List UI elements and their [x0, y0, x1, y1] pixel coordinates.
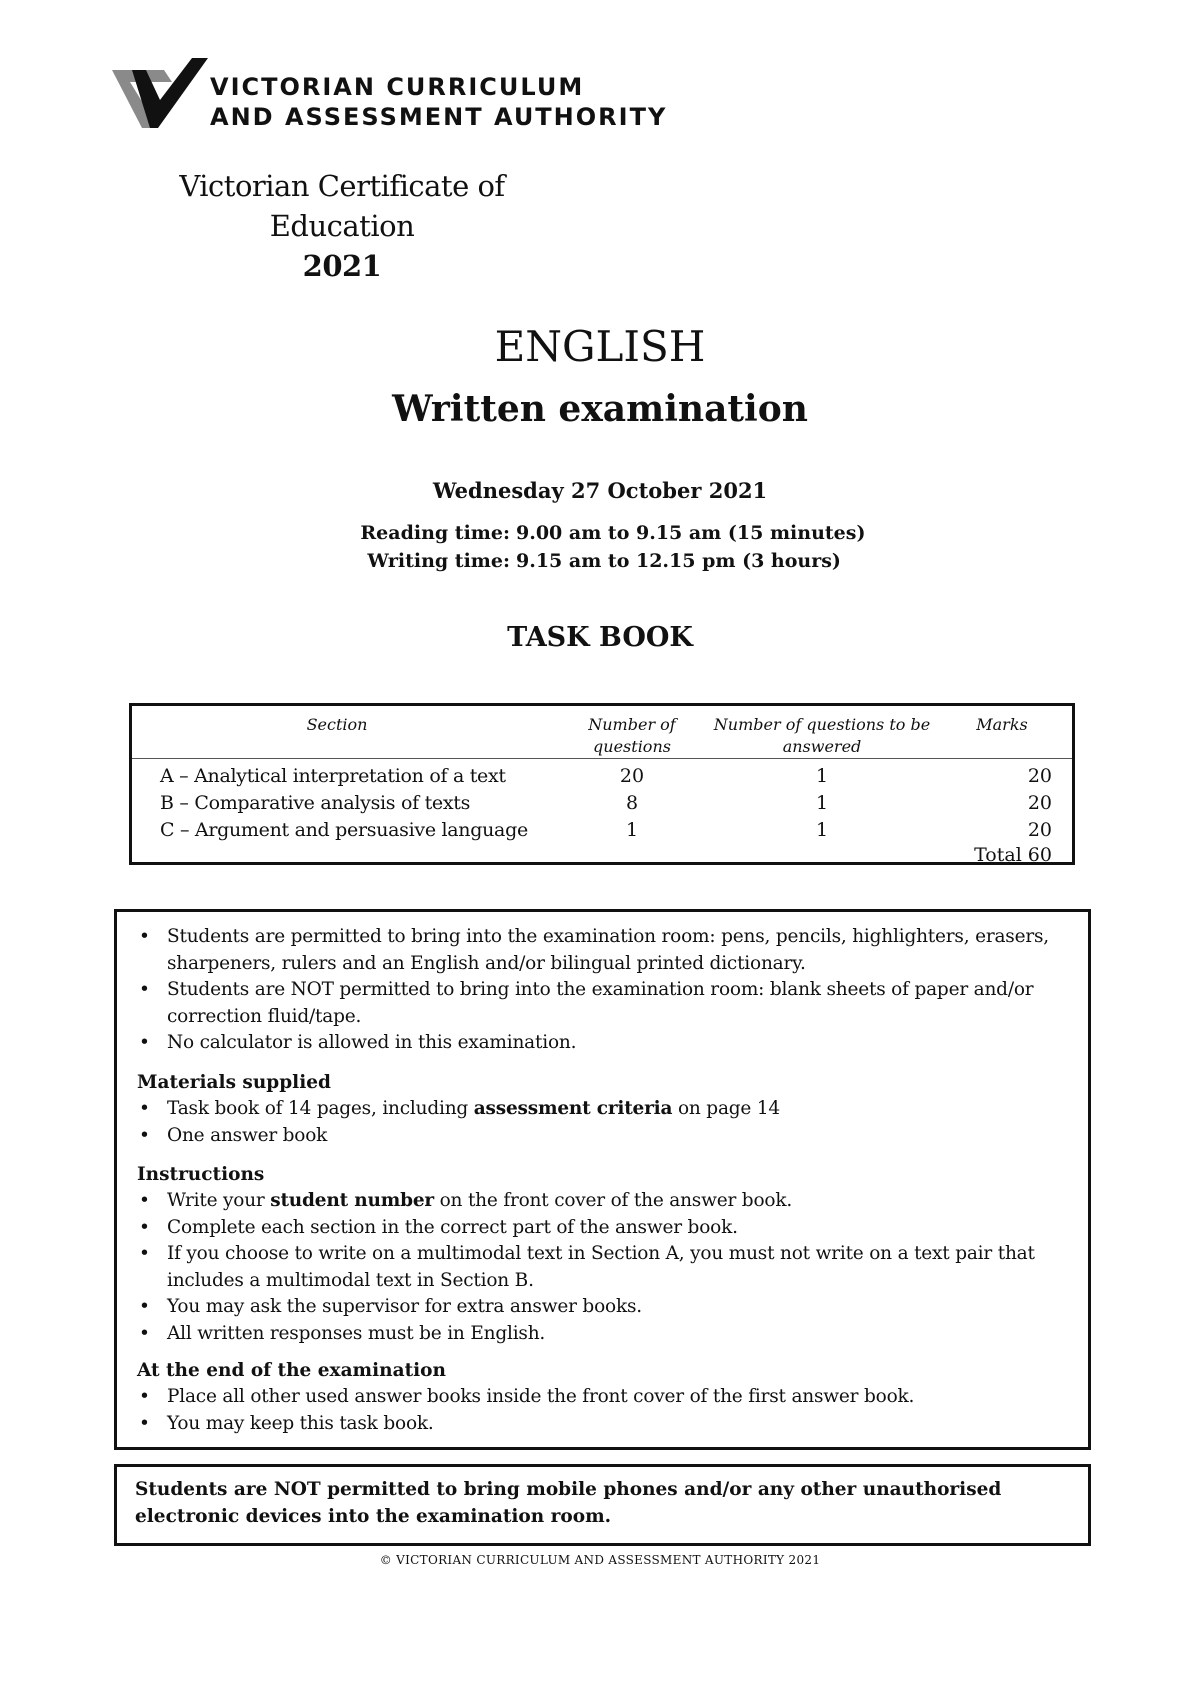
bullet-icon: • — [139, 1322, 150, 1344]
instructions-list — [137, 1162, 1067, 1347]
table-row — [132, 819, 1072, 846]
list-item — [137, 1321, 1067, 1348]
header-section: Section — [306, 715, 368, 734]
reading-time-label: Reading time: — [360, 522, 510, 544]
total-marks: Total 60 — [974, 844, 1052, 866]
answer-book-text: One answer book — [167, 1124, 328, 1146]
writing-time-value: 9.15 am to 12.15 pm (3 hours) — [516, 550, 841, 572]
logo-text-line2: AND ASSESSMENT AUTHORITY — [210, 103, 668, 131]
exam-date: Wednesday 27 October 2021 — [432, 478, 768, 503]
exam-type: Written examination — [392, 388, 808, 430]
instructions-box — [114, 909, 1091, 1450]
supervisor-text: You may ask the supervisor for extra answer books. — [167, 1296, 642, 1317]
place-answer-books-text: Place all other used answer books inside the front cover of the first answer book. — [167, 1386, 915, 1407]
reading-time-row — [0, 522, 1200, 548]
list-item — [137, 1384, 1067, 1411]
cell-number-of-questions: 1 — [625, 819, 639, 841]
list-item — [137, 1030, 1067, 1057]
cell-number-of-questions: 20 — [619, 765, 645, 787]
page-reference-text: on page 14 — [672, 1098, 780, 1119]
keep-task-book-text: You may keep this task book. — [167, 1412, 434, 1434]
cell-marks: 20 — [1027, 819, 1052, 841]
sections-table — [129, 703, 1075, 865]
list-item — [137, 1096, 1067, 1123]
header-marks: Marks — [976, 715, 1028, 734]
mobile-phone-warning: Students are NOT permitted to bring mobile phones and/or any other unauthorised electronic devices into the examination room. — [114, 1464, 1091, 1546]
bullet-icon: • — [139, 1412, 150, 1434]
cell-questions-to-answer: 1 — [815, 819, 829, 841]
exam-subject: ENGLISH — [494, 322, 706, 371]
materials-heading: Materials supplied — [137, 1072, 331, 1093]
list-item — [137, 1411, 1067, 1438]
logo-text-line1: VICTORIAN CURRICULUM — [210, 73, 585, 101]
cell-section: A – Analytical interpretation of a text — [160, 765, 506, 787]
writing-time-label: Writing time: — [367, 550, 510, 572]
reading-time-value: 9.00 am to 9.15 am (15 minutes) — [516, 522, 866, 544]
rule-not-permitted-items: Students are NOT permitted to bring into the examination room: blank sheets of paper and/or correction fluid/tape. — [167, 979, 1034, 1027]
bullet-icon: • — [139, 1296, 150, 1317]
instructions-heading: Instructions — [137, 1164, 265, 1185]
cell-section: B – Comparative analysis of texts — [160, 792, 471, 814]
certificate-heading — [112, 166, 572, 286]
cell-questions-to-answer: 1 — [815, 765, 829, 787]
write-text: Write your — [167, 1190, 271, 1211]
end-heading: At the end of the examination — [137, 1360, 446, 1381]
copyright-notice: © VICTORIAN CURRICULUM AND ASSESSMENT AUTHORITY 2021 — [379, 1553, 821, 1567]
book-title: TASK BOOK — [507, 622, 693, 653]
cell-questions-to-answer: 1 — [815, 792, 829, 814]
cell-section: C – Argument and persuasive language — [160, 819, 528, 841]
end-of-exam-list — [137, 1358, 1067, 1437]
list-item — [137, 1215, 1067, 1242]
list-item — [137, 1123, 1067, 1150]
rule-permitted-items: Students are permitted to bring into the examination room: pens, pencils, highlighters, erasers, sharpeners, rulers and an English and/or bilingual printed dictionary. — [167, 926, 1049, 974]
bullet-icon: • — [139, 1386, 150, 1407]
list-item — [137, 1188, 1067, 1215]
list-item — [137, 977, 1067, 1030]
student-number-text: student number — [270, 1190, 434, 1211]
assessment-criteria-text: assessment criteria — [473, 1098, 673, 1119]
cell-number-of-questions: 8 — [625, 792, 639, 814]
front-cover-text: on the front cover of the answer book. — [433, 1190, 793, 1211]
list-item — [137, 1241, 1067, 1294]
bullet-icon: • — [139, 1032, 150, 1053]
materials-list — [137, 1070, 1067, 1149]
cell-marks: 20 — [1027, 765, 1052, 787]
bullet-icon: • — [139, 1124, 150, 1146]
bullet-icon: • — [139, 979, 150, 1000]
general-rules-list — [137, 924, 1067, 1057]
vcaa-check-logo-icon — [112, 56, 208, 138]
table-row — [132, 765, 1072, 792]
rule-no-calculator: No calculator is allowed in this examination. — [167, 1032, 577, 1053]
english-responses-text: All written responses must be in English. — [167, 1322, 546, 1344]
bullet-icon: • — [139, 1216, 150, 1238]
bullet-icon: • — [139, 926, 150, 947]
list-item — [137, 924, 1067, 977]
bullet-icon: • — [139, 1190, 150, 1211]
writing-time-row — [0, 550, 1200, 576]
header-number-of-questions: Number of questions — [588, 715, 676, 756]
header-questions-to-answer: Number of questions to be answered — [713, 715, 931, 756]
list-item — [137, 1294, 1067, 1321]
certificate-title: Victorian Certificate of Education — [179, 169, 505, 243]
multimodal-text: If you choose to write on a multimodal text in Section A, you must not write on a text pair that includes a multimodal text in Section B. — [167, 1243, 1035, 1291]
bullet-icon: • — [139, 1098, 150, 1119]
cell-marks: 20 — [1027, 792, 1052, 814]
table-row — [132, 792, 1072, 819]
complete-sections-text: Complete each section in the correct part of the answer book. — [167, 1216, 738, 1238]
task-book-text: Task book of 14 pages, including — [167, 1098, 474, 1119]
header-divider — [132, 758, 1072, 759]
vcaa-logo — [112, 56, 668, 138]
bullet-icon: • — [139, 1243, 150, 1264]
certificate-year: 2021 — [302, 249, 382, 283]
